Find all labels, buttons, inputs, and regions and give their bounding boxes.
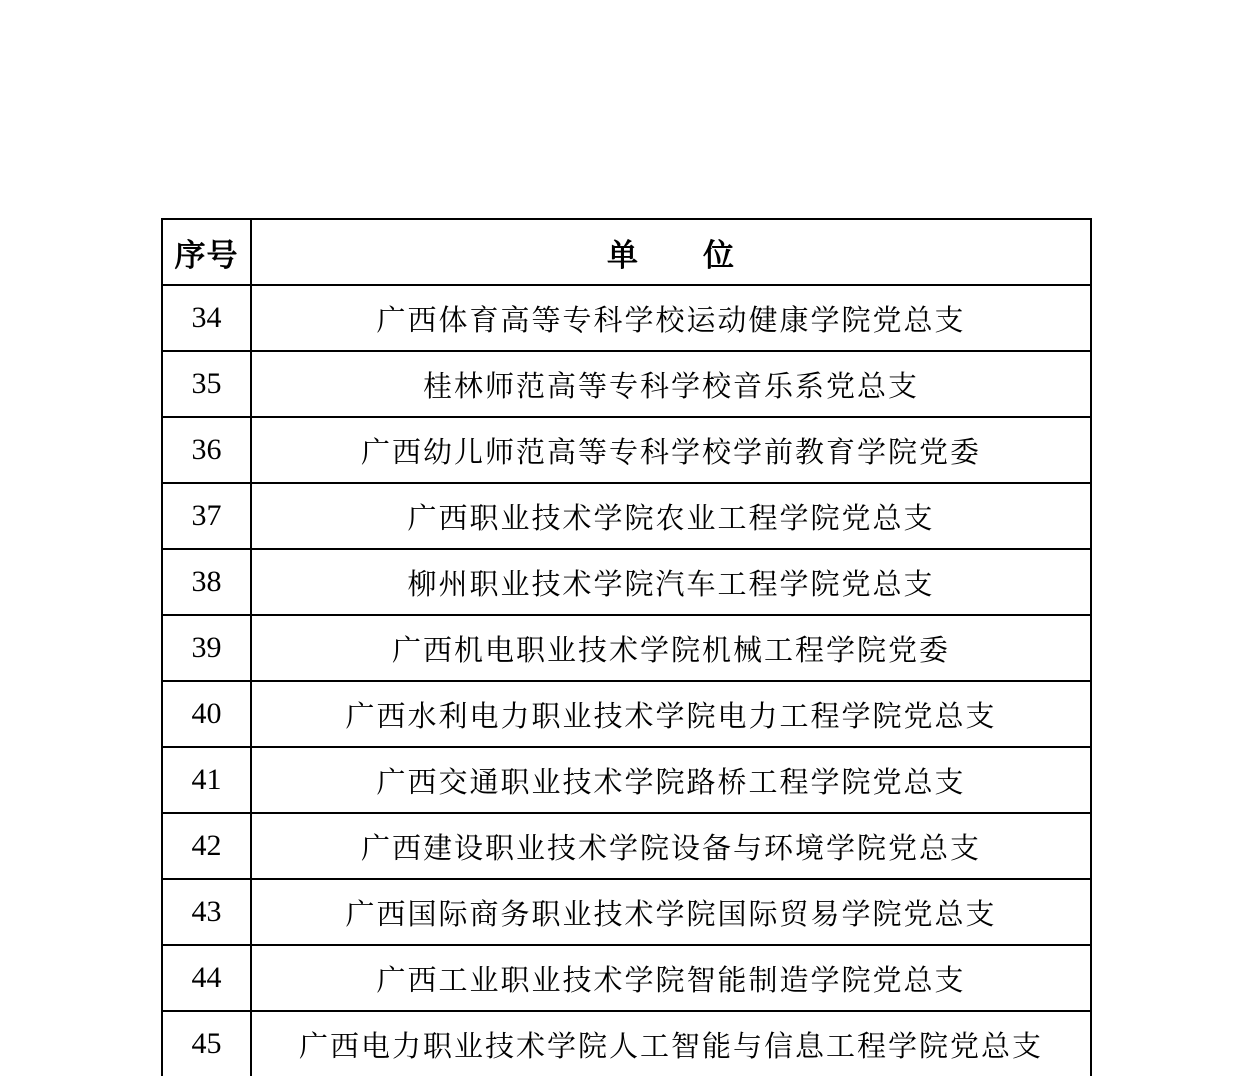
row-unit-cell: 广西国际商务职业技术学院国际贸易学院党总支 xyxy=(251,879,1091,945)
row-unit-cell: 广西交通职业技术学院路桥工程学院党总支 xyxy=(251,747,1091,813)
row-number-cell: 35 xyxy=(162,351,251,417)
row-unit-cell: 柳州职业技术学院汽车工程学院党总支 xyxy=(251,549,1091,615)
header-row xyxy=(162,219,1091,285)
row-unit-cell: 广西工业职业技术学院智能制造学院党总支 xyxy=(251,945,1091,1011)
row-number-cell: 43 xyxy=(162,879,251,945)
row-number-cell: 38 xyxy=(162,549,251,615)
table-row xyxy=(162,945,1091,1011)
table-row xyxy=(162,351,1091,417)
column-header-unit: 单 位 xyxy=(251,219,1091,285)
row-unit-cell: 广西职业技术学院农业工程学院党总支 xyxy=(251,483,1091,549)
table-row xyxy=(162,285,1091,351)
row-number-cell: 39 xyxy=(162,615,251,681)
row-number-cell: 41 xyxy=(162,747,251,813)
table-row xyxy=(162,549,1091,615)
row-number-cell: 44 xyxy=(162,945,251,1011)
table-row xyxy=(162,615,1091,681)
row-unit-cell: 广西体育高等专科学校运动健康学院党总支 xyxy=(251,285,1091,351)
row-unit-cell: 广西水利电力职业技术学院电力工程学院党总支 xyxy=(251,681,1091,747)
table-row xyxy=(162,813,1091,879)
row-number-cell: 40 xyxy=(162,681,251,747)
row-number-cell: 34 xyxy=(162,285,251,351)
table-row xyxy=(162,681,1091,747)
row-unit-cell: 广西幼儿师范高等专科学校学前教育学院党委 xyxy=(251,417,1091,483)
table-row xyxy=(162,1011,1091,1076)
unit-list-table xyxy=(161,218,1092,1076)
row-number-cell: 36 xyxy=(162,417,251,483)
row-unit-cell: 广西电力职业技术学院人工智能与信息工程学院党总支 xyxy=(251,1011,1091,1076)
table-row xyxy=(162,747,1091,813)
table-body xyxy=(162,285,1091,1076)
row-number-cell: 42 xyxy=(162,813,251,879)
column-header-no: 序号 xyxy=(162,219,251,285)
row-number-cell: 45 xyxy=(162,1011,251,1076)
row-unit-cell: 桂林师范高等专科学校音乐系党总支 xyxy=(251,351,1091,417)
row-number-cell: 37 xyxy=(162,483,251,549)
row-unit-cell: 广西建设职业技术学院设备与环境学院党总支 xyxy=(251,813,1091,879)
row-unit-cell: 广西机电职业技术学院机械工程学院党委 xyxy=(251,615,1091,681)
table-row xyxy=(162,879,1091,945)
table-row xyxy=(162,417,1091,483)
table-row xyxy=(162,483,1091,549)
table-header xyxy=(162,219,1091,285)
